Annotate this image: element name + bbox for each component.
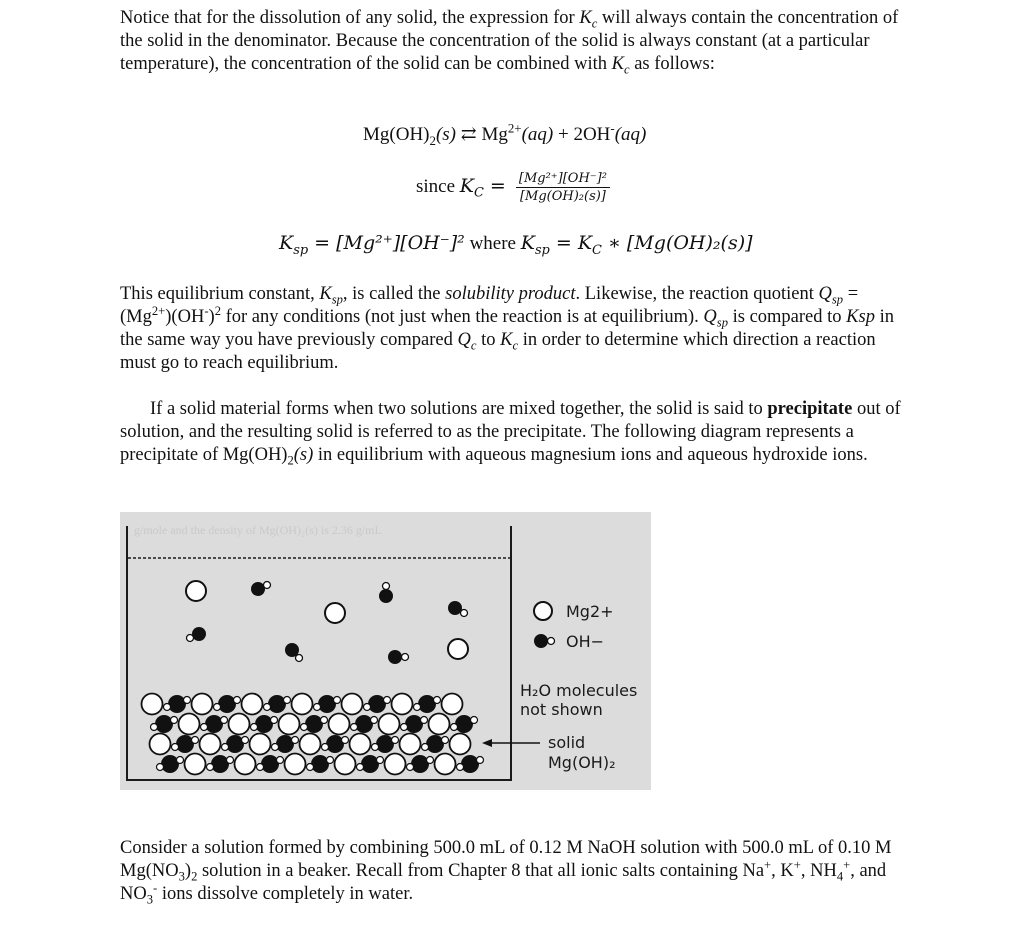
- legend-oh-icon: [534, 634, 548, 648]
- text: 3: [146, 892, 154, 907]
- lattice-mg-ion: [200, 734, 221, 755]
- text: 2+: [151, 303, 166, 318]
- mg-ion: [186, 581, 206, 601]
- lattice-hydrogen: [251, 724, 258, 731]
- paragraph-kc-intro: [120, 7, 910, 76]
- beaker-illustration: [120, 512, 651, 790]
- lattice-hydrogen: [284, 697, 291, 704]
- text: (aq): [614, 124, 647, 145]
- lattice-hydrogen: [327, 757, 334, 764]
- fraction-denominator: [Mg(OH)₂(s)]: [519, 189, 606, 204]
- lattice-hydrogen: [364, 704, 371, 711]
- hydrogen-atom: [461, 610, 468, 617]
- text: , NH: [800, 861, 837, 881]
- text: If a solid material forms when two solutions are mixed together, the solid is said to: [150, 399, 768, 419]
- text: = (Mg: [120, 284, 859, 327]
- lattice-hydrogen: [277, 757, 284, 764]
- free-ions: [186, 581, 468, 664]
- text: (s): [435, 124, 457, 145]
- lattice-hydrogen: [221, 717, 228, 724]
- text: =: [483, 174, 512, 197]
- ksp-expression: [279, 232, 753, 258]
- paragraph-mixing-problem: [120, 837, 910, 906]
- lattice-mg-ion: [285, 754, 306, 775]
- kc-expression: [416, 170, 610, 205]
- text: Mg(OH): [363, 124, 430, 145]
- lattice-hydrogen: [264, 704, 271, 711]
- text: c: [470, 338, 477, 353]
- text: sp: [716, 315, 728, 330]
- text: Q: [703, 307, 717, 327]
- text: sp: [293, 242, 309, 258]
- paragraph-precipitate: [120, 398, 910, 467]
- lattice-mg-ion: [335, 754, 356, 775]
- text: 2: [191, 869, 198, 884]
- lattice-hydrogen: [214, 704, 221, 711]
- lattice-hydrogen: [151, 724, 158, 731]
- lattice-hydrogen: [272, 744, 279, 751]
- lattice-oh-ion: [405, 715, 423, 733]
- lattice-oh-ion: [368, 695, 386, 713]
- lattice-mg-ion: [185, 754, 206, 775]
- equilibrium-arrow: ⇄: [456, 124, 482, 145]
- text: 2: [429, 132, 436, 148]
- lattice-mg-ion: [292, 694, 313, 715]
- text: -: [204, 303, 209, 318]
- lattice-hydrogen: [342, 737, 349, 744]
- text: 2+: [507, 120, 522, 136]
- lattice-hydrogen: [451, 724, 458, 731]
- lattice-mg-ion: [329, 714, 350, 735]
- lattice-hydrogen: [351, 724, 358, 731]
- lattice-mg-ion: [400, 734, 421, 755]
- dissolution-equation: [363, 120, 647, 148]
- lattice-hydrogen: [301, 724, 308, 731]
- text: sp: [534, 242, 550, 258]
- lattice-hydrogen: [234, 697, 241, 704]
- text: , K: [771, 861, 794, 881]
- lattice-oh-ion: [211, 755, 229, 773]
- text: (s): [293, 445, 314, 465]
- solid-label-line2: Mg(OH)₂: [548, 753, 616, 772]
- text: where: [464, 233, 521, 254]
- lattice-mg-ion: [300, 734, 321, 755]
- lattice-hydrogen: [372, 744, 379, 751]
- lattice-hydrogen: [392, 737, 399, 744]
- text: +: [843, 857, 851, 872]
- lattice-mg-ion: [235, 754, 256, 775]
- text: will always contain the concentration of the solid in the denominator. Because the concentration of the solid is always constant (at a particular temperature), the concentration of the solid can be combined with: [120, 8, 899, 74]
- text: Ksp: [846, 307, 875, 327]
- lattice-hydrogen: [371, 717, 378, 724]
- lattice-oh-ion: [261, 755, 279, 773]
- legend-mg-label: Mg2+: [566, 602, 614, 621]
- text: ): [208, 307, 215, 327]
- text: as follows:: [629, 54, 715, 74]
- oxygen-atom: [388, 650, 402, 664]
- hydroxide-ion: [379, 583, 393, 604]
- lattice-oh-ion: [305, 715, 323, 733]
- lattice-mg-ion: [435, 754, 456, 775]
- text: K: [611, 54, 624, 74]
- lattice-oh-ion: [168, 695, 186, 713]
- text: out of solution, and the resulting solid is referred to as the precipitate. The following diagram represents a precipitate of Mg(OH): [120, 399, 901, 465]
- lattice-mg-ion: [150, 734, 171, 755]
- legend-mg-icon: [534, 602, 552, 620]
- text: for any conditions (not just when the reaction is at equilibrium).: [220, 307, 704, 327]
- fraction-numerator: [Mg²⁺][OH⁻]²: [516, 170, 610, 188]
- text: = K: [549, 232, 593, 254]
- lattice-mg-ion: [450, 734, 471, 755]
- hydrogen-atom: [383, 583, 390, 590]
- text: solution in a beaker. Recall from Chapter 8 that all ionic salts containing Na: [197, 861, 765, 881]
- lattice-mg-ion: [242, 694, 263, 715]
- lattice-hydrogen: [434, 697, 441, 704]
- lattice-mg-ion: [379, 714, 400, 735]
- h2o-note-line2: not shown: [520, 700, 603, 719]
- hydrogen-atom: [296, 655, 303, 662]
- legend-oh-hydrogen: [548, 638, 555, 645]
- text: in the same way you have previously compared: [120, 307, 894, 350]
- text: +: [793, 857, 801, 872]
- text: K: [319, 284, 332, 304]
- text: K: [579, 8, 592, 28]
- lattice-hydrogen: [457, 764, 464, 771]
- lattice-hydrogen: [321, 717, 328, 724]
- lattice-hydrogen: [192, 737, 199, 744]
- hydroxide-ion: [285, 643, 303, 662]
- lattice-hydrogen: [172, 744, 179, 751]
- hydrogen-atom: [187, 635, 194, 642]
- arrow-head-icon: [482, 739, 492, 747]
- hydroxide-ion: [388, 650, 409, 664]
- lattice-hydrogen: [307, 764, 314, 771]
- text: since: [416, 175, 460, 197]
- lattice-hydrogen: [442, 737, 449, 744]
- text: c: [591, 16, 598, 31]
- text: = [Mg²⁺][OH⁻]²: [308, 232, 465, 254]
- lattice-hydrogen: [201, 724, 208, 731]
- lattice-hydrogen: [184, 697, 191, 704]
- mg-ion: [448, 639, 468, 659]
- text: 3: [178, 869, 185, 884]
- text: Q: [818, 284, 832, 304]
- lattice-oh-ion: [176, 735, 194, 753]
- lattice-oh-ion: [326, 735, 344, 753]
- paragraph-solubility-product: [120, 283, 910, 375]
- lattice-oh-ion: [205, 715, 223, 733]
- solid-label-line1: solid: [548, 733, 586, 752]
- hydroxide-ion: [251, 582, 271, 597]
- text: C: [592, 242, 602, 258]
- lattice-oh-ion: [218, 695, 236, 713]
- kc-fraction: [516, 170, 610, 205]
- lattice-oh-ion: [255, 715, 273, 733]
- hydrogen-atom: [264, 582, 271, 589]
- text: (aq): [521, 124, 554, 145]
- text: , is called the: [342, 284, 446, 304]
- precipitate-diagram: [120, 512, 651, 790]
- text: Consider a solution formed by combining 500.0 mL of 0.12 M NaOH solution with 500.0 mL of 0.10 M Mg(NO: [120, 838, 892, 881]
- lattice-hydrogen: [407, 764, 414, 771]
- lattice-mg-ion: [279, 714, 300, 735]
- lattice-hydrogen: [257, 764, 264, 771]
- text: to: [476, 330, 501, 350]
- lattice-oh-ion: [418, 695, 436, 713]
- legend-oh-label: OH−: [566, 632, 605, 651]
- lattice-oh-ion: [355, 715, 373, 733]
- oxygen-atom: [192, 627, 206, 641]
- lattice-hydrogen: [427, 757, 434, 764]
- text: ∗ [Mg(OH)₂(s)]: [601, 232, 753, 254]
- lattice-hydrogen: [422, 744, 429, 751]
- text: ions dissolve completely in water.: [157, 884, 414, 904]
- lattice-mg-ion: [192, 694, 213, 715]
- lattice-oh-ion: [268, 695, 286, 713]
- lattice-oh-ion: [226, 735, 244, 753]
- lattice-hydrogen: [207, 764, 214, 771]
- lattice-hydrogen: [177, 757, 184, 764]
- text: . Likewise, the reaction quotient: [575, 284, 819, 304]
- oxygen-atom: [251, 582, 265, 596]
- lattice-oh-ion: [276, 735, 294, 753]
- lattice-mg-ion: [142, 694, 163, 715]
- lattice-hydrogen: [227, 757, 234, 764]
- lattice-mg-ion: [229, 714, 250, 735]
- hydroxide-ion: [187, 627, 207, 642]
- text: in equilibrium with aqueous magnesium ions and aqueous hydroxide ions.: [313, 445, 868, 465]
- solid-lattice: [142, 694, 484, 775]
- text: c: [512, 338, 519, 353]
- lattice-mg-ion: [350, 734, 371, 755]
- lattice-hydrogen: [377, 757, 384, 764]
- text: in order to determine which direction a reaction must go to reach equilibrium.: [120, 330, 876, 373]
- lattice-oh-ion: [376, 735, 394, 753]
- lattice-oh-ion: [161, 755, 179, 773]
- lattice-hydrogen: [242, 737, 249, 744]
- lattice-oh-ion: [311, 755, 329, 773]
- text: Notice that for the dissolution of any solid, the expression for: [120, 8, 580, 28]
- lattice-oh-ion: [361, 755, 379, 773]
- text: solubility product: [445, 284, 576, 304]
- text: K: [520, 232, 535, 254]
- lattice-hydrogen: [164, 704, 171, 711]
- lattice-oh-ion: [411, 755, 429, 773]
- text: -: [610, 120, 615, 136]
- text: 2: [214, 303, 221, 318]
- text: 2: [287, 453, 294, 468]
- text: Q: [457, 330, 471, 350]
- lattice-hydrogen: [421, 717, 428, 724]
- text: 4: [836, 869, 844, 884]
- lattice-mg-ion: [392, 694, 413, 715]
- oxygen-atom: [379, 589, 393, 603]
- text: , and NO: [120, 861, 887, 904]
- text: ): [184, 861, 192, 881]
- text: Mg: [481, 124, 508, 145]
- lattice-mg-ion: [385, 754, 406, 775]
- text: sp: [331, 292, 343, 307]
- lattice-oh-ion: [461, 755, 479, 773]
- text: K: [459, 174, 474, 197]
- lattice-mg-ion: [429, 714, 450, 735]
- h2o-note-line1: H₂O molecules: [520, 681, 638, 700]
- lattice-mg-ion: [179, 714, 200, 735]
- lattice-hydrogen: [271, 717, 278, 724]
- mg-ion: [325, 603, 345, 623]
- text: c: [623, 62, 630, 77]
- lattice-oh-ion: [318, 695, 336, 713]
- text: K: [500, 330, 513, 350]
- text: C: [474, 185, 484, 201]
- lattice-hydrogen: [171, 717, 178, 724]
- text: +: [764, 857, 772, 872]
- hydroxide-ion: [448, 601, 468, 617]
- lattice-hydrogen: [292, 737, 299, 744]
- text: + 2OH: [553, 124, 611, 145]
- lattice-mg-ion: [250, 734, 271, 755]
- lattice-hydrogen: [384, 697, 391, 704]
- lattice-hydrogen: [401, 724, 408, 731]
- lattice-hydrogen: [471, 717, 478, 724]
- lattice-hydrogen: [157, 764, 164, 771]
- lattice-oh-ion: [426, 735, 444, 753]
- lattice-hydrogen: [322, 744, 329, 751]
- lattice-oh-ion: [155, 715, 173, 733]
- text: sp: [831, 292, 844, 307]
- text: K: [279, 232, 294, 254]
- lattice-hydrogen: [414, 704, 421, 711]
- text: precipitate: [767, 399, 853, 419]
- text: -: [153, 880, 158, 895]
- lattice-hydrogen: [477, 757, 484, 764]
- lattice-mg-ion: [442, 694, 463, 715]
- text: is compared to: [727, 307, 847, 327]
- lattice-hydrogen: [222, 744, 229, 751]
- lattice-oh-ion: [455, 715, 473, 733]
- lattice-hydrogen: [334, 697, 341, 704]
- lattice-hydrogen: [314, 704, 321, 711]
- text: This equilibrium constant,: [120, 284, 320, 304]
- text: )(OH: [165, 307, 205, 327]
- lattice-hydrogen: [357, 764, 364, 771]
- faint-background-text: g/mole and the density of Mg(OH)₂(s) is 2.36 g/mL: [134, 523, 382, 537]
- hydrogen-atom: [402, 654, 409, 661]
- lattice-mg-ion: [342, 694, 363, 715]
